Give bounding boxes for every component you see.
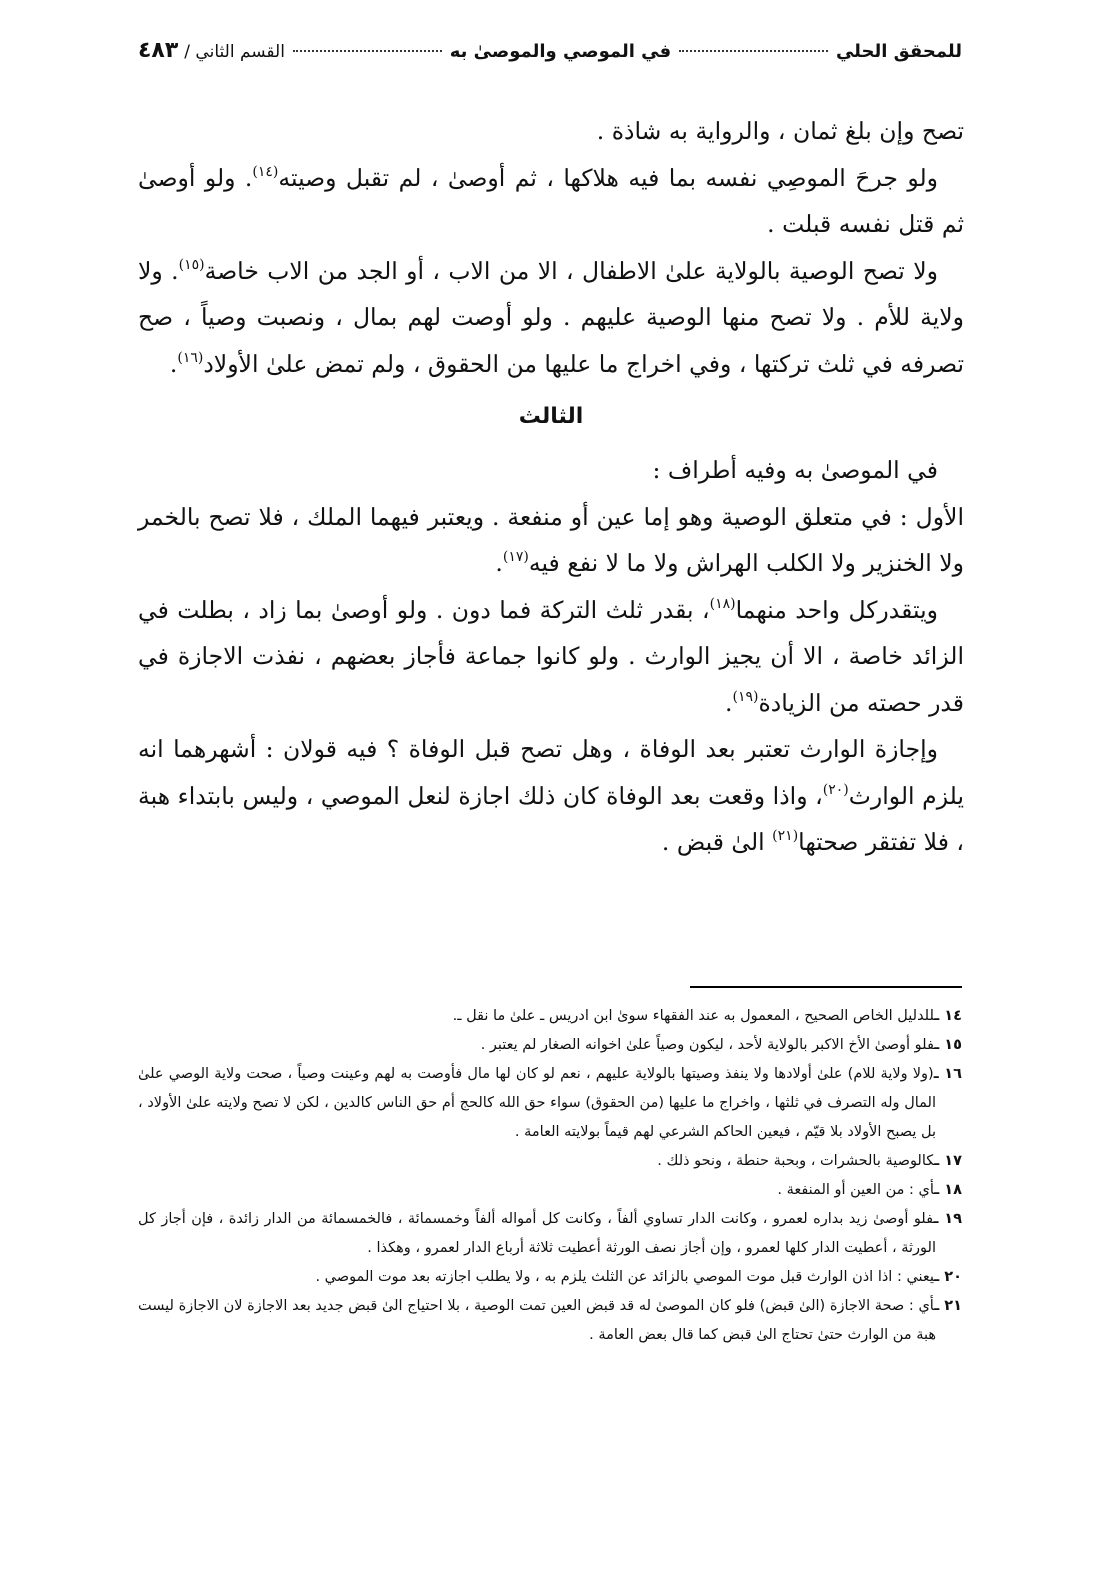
- footnote-ref: (١٦): [177, 349, 204, 366]
- footnote: ١٦ ـ(ولا ولاية للام) علىٰ أولادها ولا ينفذ وصيتها بالولاية عليهم ، نعم لو كان لها مال فأوصت به لهم وعينت وصياً ، صحت ولاية الوصي علىٰ المال وله التصرف في ثلثها ، واخراج ما عليها (من الحقوق) سواء حق الله كالحج أم حق الناس كالدين ، لكن لا تصح ولايته علىٰ الأولاد ، بل يصبح الأولاد بلا قيّم ، فيعين الحاكم الشرعي لهم قيماً بولايته العامة .: [138, 1066, 962, 1140]
- page-number: ٤٨٣: [138, 38, 179, 63]
- footnote-separator: [690, 986, 962, 988]
- footnote: ١٩ ـفلو أوصىٰ زيد بداره لعمرو ، وكانت الدار تساوي ألفاً ، وكانت كل أمواله ألفاً وخمسمائة ، فالخمسمائة من الدار زائدة ، فإن أجاز كل الورثة ، أعطيت الدار كلها لعمرو ، وإن أجاز نصف الورثة أعطيت ثلاثة أرباع الدار لعمرو ، وهكذا .: [138, 1211, 962, 1256]
- footnote-ref: (١٧): [502, 549, 529, 565]
- footnote: ٢١ ـأي : صحة الاجازة (الىٰ قبض) فلو كان الموصىٰ له قد قبض العين تمت الوصية ، بلا احتياج الىٰ قبض جديد بعد الاجازة لان الاجازة ليست هبة من الوارث حتىٰ تحتاج الىٰ قبض كما قال بعض العامة .: [138, 1298, 962, 1343]
- footnote-ref: (٢١): [772, 828, 799, 844]
- footnote-ref: (١٨): [709, 595, 736, 612]
- paragraph: الأول : في متعلق الوصية وهو إما عين أو منفعة . ويعتبر فيهما الملك ، فلا تصح بالخمر ولا الخنزير ولا الكلب الهراش ولا ما لا نفع فيه$^{(١٧)}$.: [138, 502, 964, 577]
- section-heading: الثالث: [518, 404, 584, 429]
- header-chapter: في الموصي والموصىٰ به: [449, 41, 672, 62]
- header-leader-dots: [679, 50, 828, 52]
- footnote-ref: (١٥): [178, 256, 205, 273]
- running-header: [138, 38, 962, 78]
- main-text: [138, 108, 964, 866]
- header-leader-dots: [293, 50, 442, 52]
- paragraph: وإجازة الوارث تعتبر بعد الوفاة ، وهل تصح قبل الوفاة ؟ فيه قولان : أشهرهما انه يلزم الوارث$^{(٢٠)}$، واذا وقعت بعد الوفاة كان ذلك اجازة لنعل الموصي ، وليس بابتداء هبة ، فلا تفتقر صحتها$^{(٢١)}$ الىٰ قبض .: [138, 735, 965, 856]
- header-author: للمحقق الحلي: [835, 41, 962, 62]
- paragraph: في الموصىٰ به وفيه أطراف :: [652, 456, 938, 484]
- footnote: ٢٠ ـيعني : اذا اذن الوارث قبل موت الموصي بالزائد عن الثلث يلزم به ، ولا يطلب اجازته بعد موت الموصي .: [315, 1269, 962, 1285]
- footnote-ref: (١٩): [732, 688, 759, 705]
- paragraph: ولا تصح الوصية بالولاية علىٰ الاطفال ، الا من الاب ، أو الجد من الاب خاصة$^{(١٥)}$. ولا ولاية للأم . ولا تصح منها الوصية عليهم . ولو أوصت لهم بمال ، ونصبت وصياً ، صح تصرفه في ثلث تركتها ، وفي اخراج ما عليها من الحقوق ، ولم تمض علىٰ الأولاد$^{(١٦)}$.: [138, 256, 964, 378]
- paragraph: ولو جرحَ الموصِي نفسه بما فيه هلاكها ، ثم أوصىٰ ، لم تقبل وصيته$^{(١٤)}$. ولو أوصىٰ ثم قتل نفسه قبلت .: [138, 163, 964, 238]
- paragraph: تصح وإن بلغ ثمان ، والرواية به شاذة .: [596, 117, 964, 145]
- paragraph: ويتقدركل واحد منهما$^{(١٨)}$، بقدر ثلث التركة فما دون . ولو أوصىٰ بما زاد ، بطلت في الزائد خاصة ، الا أن يجيز الوارث . ولو كانوا جماعة فأجاز بعضهم ، نفذت الاجازة في قدر حصته من الزيادة$^{(١٩)}$.: [138, 595, 964, 717]
- header-section: القسم الثاني /: [184, 42, 285, 62]
- footnote: ١٤ ـللدليل الخاص الصحيح ، المعمول به عند الفقهاء سوىٰ ابن ادريس ـ علىٰ ما نقل ـ.: [452, 1008, 962, 1024]
- footnote-ref: (٢٠): [822, 781, 849, 798]
- footnotes: [138, 1002, 962, 1350]
- footnote: ١٥ ـفلو أوصىٰ الأخ الاكبر بالولاية لأحد ، ليكون وصياً علىٰ اخوانه الصغار لم يعتبر .: [480, 1037, 962, 1053]
- footnote: ١٨ ـأي : من العين أو المنفعة .: [777, 1182, 962, 1198]
- footnote-ref: (١٤): [252, 163, 279, 180]
- footnote: ١٧ ـكالوصية بالحشرات ، وبحبة حنطة ، ونحو ذلك .: [657, 1153, 962, 1169]
